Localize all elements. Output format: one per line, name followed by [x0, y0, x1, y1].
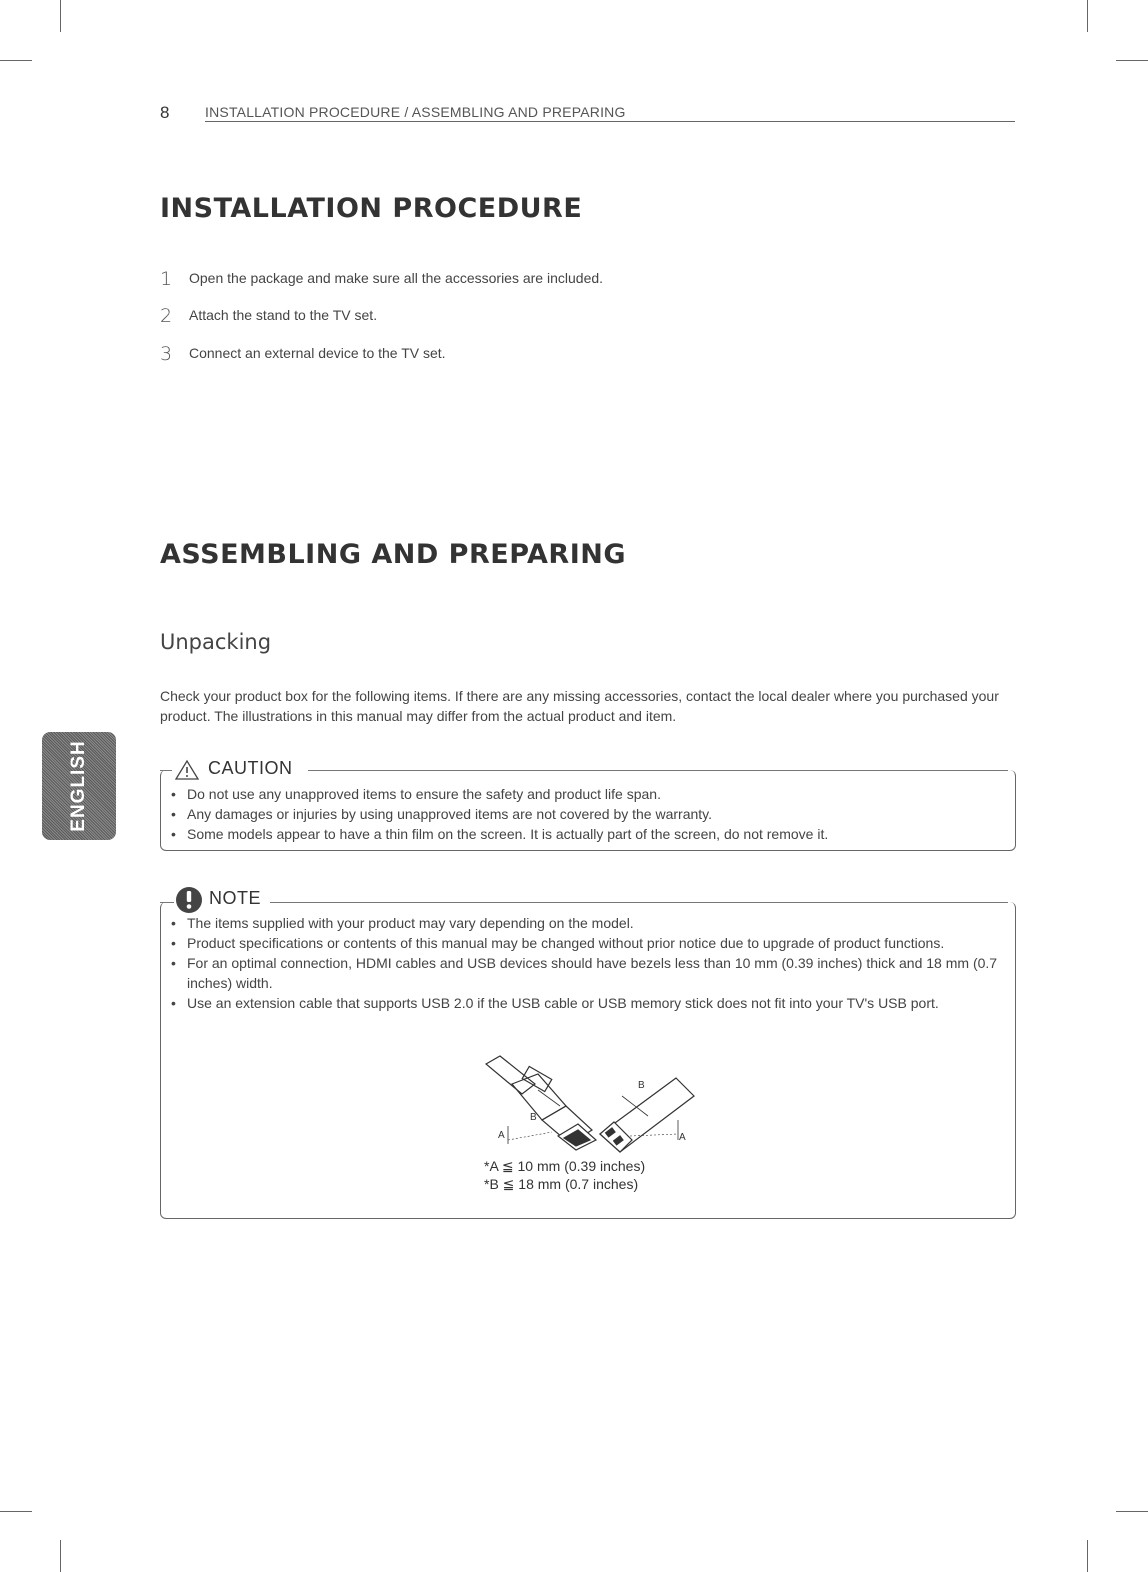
page-number: 8	[160, 103, 170, 122]
step-item	[160, 305, 860, 327]
header-rule	[205, 121, 1015, 122]
note-list	[162, 913, 1002, 1013]
info-circle-icon	[174, 885, 204, 915]
note-item: • The items supplied with your product may vary depending on the model.	[162, 913, 1002, 933]
note-item: • Product specifications or contents of this manual may be changed without prior notice due to upgrade of product functions.	[162, 933, 1002, 953]
step-item	[160, 343, 860, 365]
step-item	[160, 268, 860, 290]
unpacking-heading: Unpacking	[160, 630, 272, 654]
warning-triangle-icon	[174, 759, 200, 781]
caution-item: • Do not use any unapproved items to ensure the safety and product life span.	[162, 784, 1002, 804]
step-text: Connect an external device to the TV set.	[189, 345, 446, 361]
note-box-rule	[160, 902, 174, 903]
installation-heading: INSTALLATION PROCEDURE	[160, 193, 583, 224]
language-tab	[42, 732, 116, 840]
step-number: 3	[160, 343, 173, 365]
dimension-label-a: A	[498, 1130, 505, 1141]
crop-mark	[1116, 60, 1148, 61]
assembling-heading: ASSEMBLING AND PREPARING	[160, 539, 627, 570]
caution-item: • Any damages or injuries by using unapproved items are not covered by the warranty.	[162, 804, 1002, 824]
note-title: NOTE	[209, 888, 262, 908]
connector-diagram	[480, 1050, 710, 1158]
dimension-spec-a: *A ≦ 10 mm (0.39 inches)	[484, 1158, 646, 1174]
crop-mark	[0, 60, 32, 61]
crop-mark	[1116, 1511, 1148, 1512]
step-text: Open the package and make sure all the accessories are included.	[189, 270, 604, 286]
note-item: • Use an extension cable that supports USB 2.0 if the USB cable or USB memory stick does not fit into your TV's USB port.	[162, 993, 1002, 1013]
crop-mark	[0, 1511, 32, 1512]
note-box-rule	[270, 902, 1008, 903]
running-title: INSTALLATION PROCEDURE / ASSEMBLING AND PREPARING	[205, 104, 626, 120]
crop-mark	[1087, 1540, 1088, 1572]
crop-mark	[1087, 0, 1088, 32]
intro-paragraph: Check your product box for the following items. If there are any missing accessories, contact the local dealer where you purchased your product. The illustrations in this manual may differ from the actual product and item.	[160, 688, 999, 724]
note-item: • For an optimal connection, HDMI cables and USB devices should have bezels less than 10 mm (0.39 inches) thick and 18 mm (0.7 inches) width.	[162, 953, 1002, 993]
caution-item: • Some models appear to have a thin film on the screen. It is actually part of the screen, do not remove it.	[162, 824, 1002, 844]
dimension-label-b: B	[638, 1080, 645, 1091]
dimension-label-a: A	[679, 1132, 686, 1143]
caution-title: CAUTION	[208, 758, 293, 778]
dimension-spec-b: *B ≦ 18 mm (0.7 inches)	[484, 1176, 639, 1192]
language-tab-label: ENGLISH	[68, 740, 89, 832]
step-number: 1	[160, 268, 173, 290]
crop-mark	[60, 1540, 61, 1572]
caution-box-rule	[160, 770, 172, 771]
caution-list	[162, 784, 1002, 844]
step-number: 2	[160, 305, 173, 327]
step-text: Attach the stand to the TV set.	[189, 307, 378, 323]
dimension-label-b: B	[530, 1112, 537, 1123]
crop-mark	[60, 0, 61, 32]
caution-box-rule	[308, 770, 1008, 771]
